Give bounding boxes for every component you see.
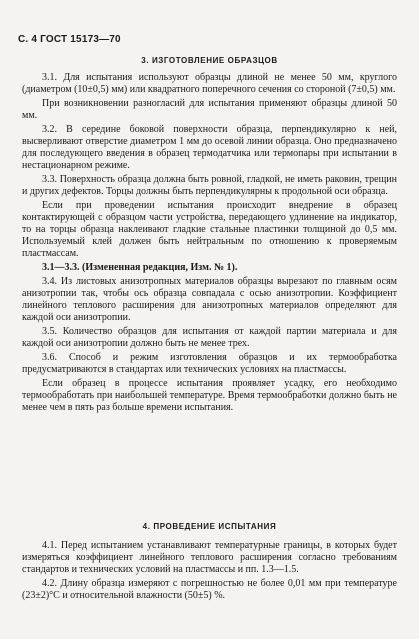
section-4-title: 4. ПРОВЕДЕНИЕ ИСПЫТАНИЯ xyxy=(142,522,277,531)
paragraph-3-5: 3.5. Количество образцов для испытания от каждой партии материала и для каждой оси анизотропии должно быть не менее трех. xyxy=(22,326,397,349)
paragraph-3-3-note: Если при проведении испытания происходит внедрение в образец контактирующей с образцом части устройства, передающего удлинение на индикатор, то на торцы образца наклеивают гладкие стальные пластинки толщиной до 0,5 мм. Используемый клей должен быть нейтральным по отношению к проверяемым пластмассам. xyxy=(22,200,397,259)
section-3-title: 3. ИЗГОТОВЛЕНИЕ ОБРАЗЦОВ xyxy=(141,56,278,65)
paragraph-4-2: 4.2. Длину образца измеряют с погрешностью не более 0,01 мм при температуре (23±2)°С и относительной влажности (50±5) %. xyxy=(22,578,397,601)
amendment-note: 3.1—3.3. (Измененная редакция, Изм. № 1). xyxy=(42,262,238,273)
paragraph-3-6-note: Если образец в процессе испытания проявляет усадку, его необходимо термообработать при наибольшей температуре. Время термообработки должно быть не менее чем в пять раз больше времени испытания. xyxy=(22,378,397,413)
section-4-body xyxy=(22,540,397,602)
section-3-body xyxy=(22,72,397,414)
paragraph-3-4: 3.4. Из листовых анизотропных материалов образцы вырезают по главным осям анизотропии так, чтобы ось образца совпадала с осью анизотропии. Коэффициент линейного теплового расширения для анизотропных материалов определяют для каждой оси анизотропии. xyxy=(22,276,397,323)
paragraph-3-3: 3.3. Поверхность образца должна быть ровной, гладкой, не иметь раковин, трещин и других дефектов. Торцы должны быть перпендикулярны к продольной оси образца. xyxy=(22,174,397,197)
paragraph-3-1-note: При возникновении разногласий для испытания применяют образцы длиной 50 мм. xyxy=(22,98,397,121)
paragraph-3-1: 3.1. Для испытания используют образцы длиной не менее 50 мм, круглого (диаметром (10±0,5) мм) или квадратного поперечного сечения со стороной (7±0,5) мм. xyxy=(22,72,397,95)
paragraph-3-2: 3.2. В середине боковой поверхности образца, перпендикулярно к ней, высверливают отверстие диаметром 1 мм до осевой линии образца. Оно предназначено для последующего введения в образец термодатчика или термопары при испытании в нестационарном режиме. xyxy=(22,124,397,171)
paragraph-3-6: 3.6. Способ и режим изготовления образцов и их термообработка предусматриваются в стандартах или технических условиях на пластмассы. xyxy=(22,352,397,375)
page-header: С. 4 ГОСТ 15173—70 xyxy=(18,34,121,45)
paragraph-4-1: 4.1. Перед испытанием устанавливают температурные границы, в которых будет измеряться коэффициент линейного теплового расширения согласно требованиям стандартов и технических условий на пластмассы и пп. 1.3—1.5. xyxy=(22,540,397,575)
